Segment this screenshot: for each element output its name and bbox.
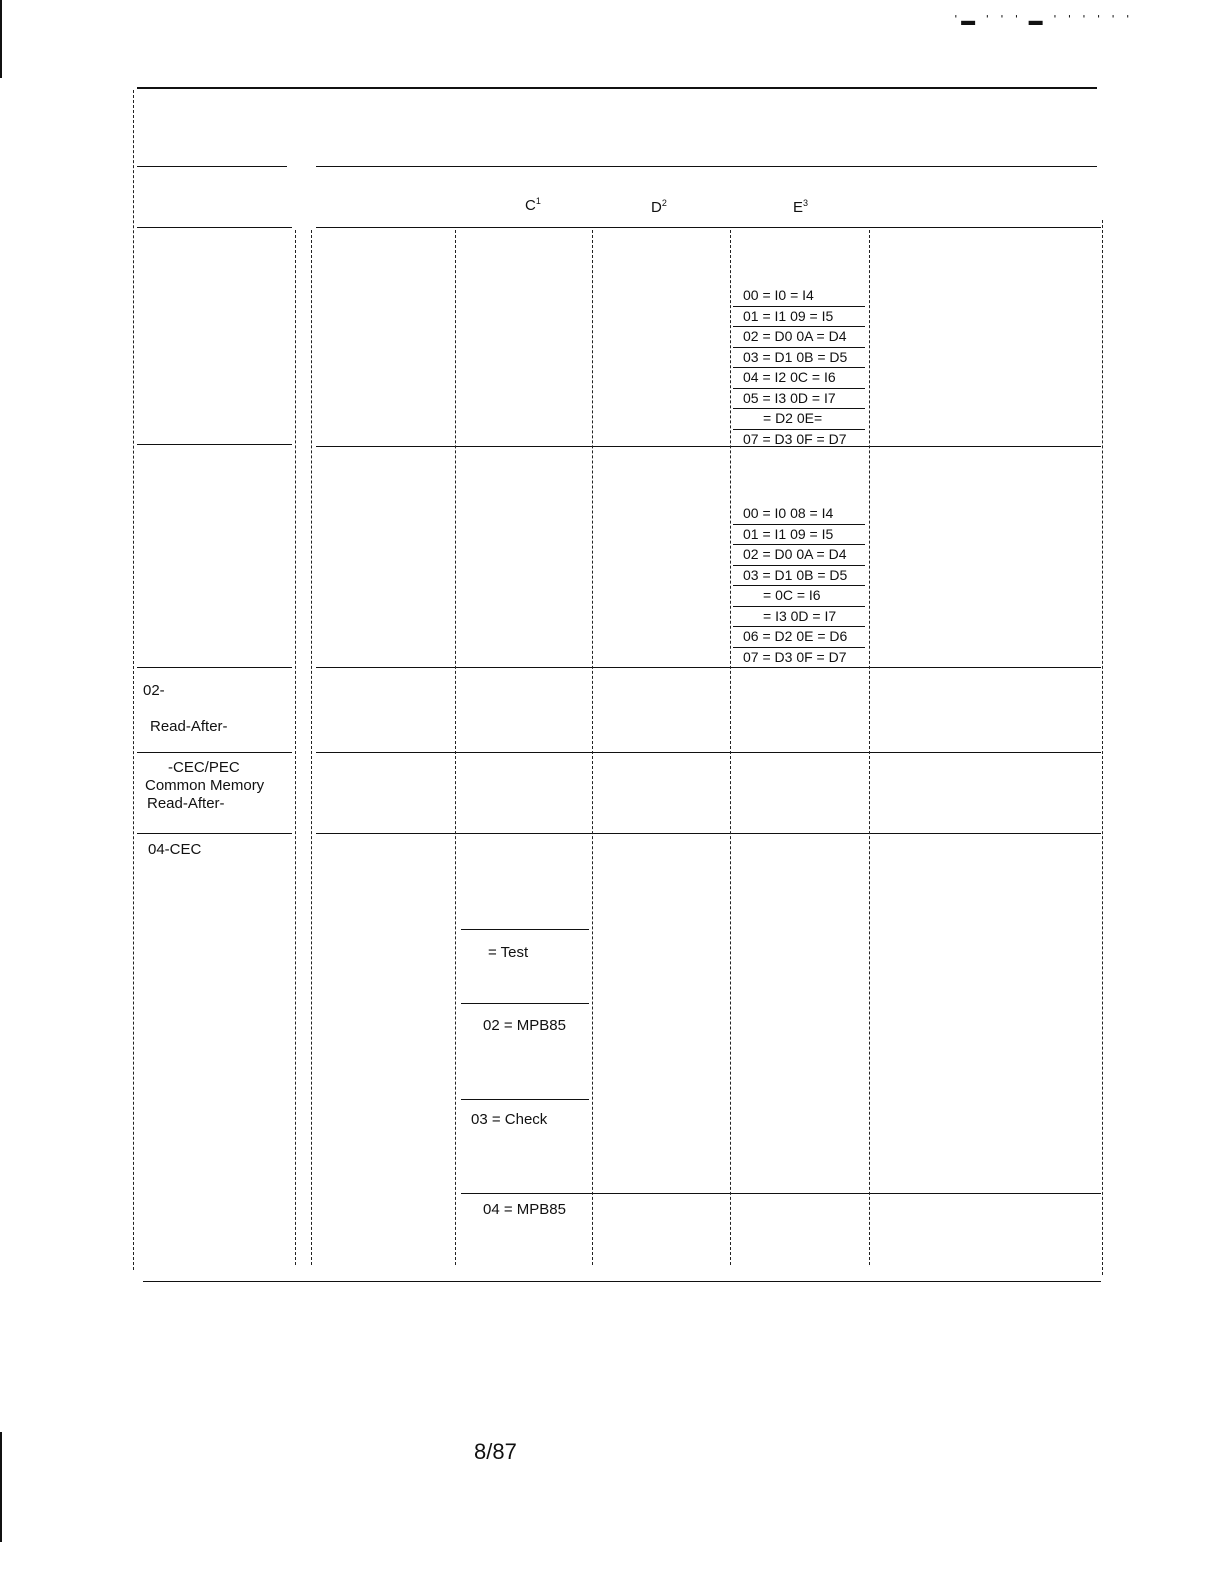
row5-code-mpb85-04: 04 = MPB85 [483,1201,566,1218]
map-line: 01 = I1 09 = I5 [733,307,865,328]
table-right-border [1102,220,1103,1275]
col-d-divider [730,230,731,1265]
row4-rule-right [316,833,1101,834]
map-line: 04 = I2 0C = I6 [733,368,865,389]
col-c-divider [592,230,593,1265]
row1-rule-right [316,446,1101,447]
column-header-d: $D^2$ [651,198,667,216]
table-bottom-rule [143,1281,1101,1282]
row1-rule-left [137,444,292,445]
column-header-rule-right [316,227,1101,228]
map-line: 07 = D3 0F = D7 [743,648,847,665]
row2-address-map [733,504,865,667]
row5-label-code: 04-CEC [148,841,202,858]
col-b-divider [455,230,456,1265]
table-top-rule [137,87,1097,89]
column-header-rule-left [137,227,292,228]
left-edge-mark-bottom [0,1432,2,1542]
row4-label-desc: Read-After- [147,795,225,812]
map-line: = D2 0E= [733,409,865,430]
row5-code-mpb85-02: 02 = MPB85 [483,1017,566,1034]
subrow-rule-3 [461,1099,589,1100]
column-header-c: $C^1$ [525,196,541,214]
map-line: 03 = D1 0B = D5 [733,348,865,369]
row2-rule-left [137,667,292,668]
map-line: 03 = D1 0B = D5 [733,566,865,587]
subrow-rule-2 [461,1003,589,1004]
row2-rule-right [316,667,1101,668]
scan-artifact-text: ˈ▬ ˈ ˈ ˈ ▬ ˈ ˈ ˈ ˈ ˈ ˈ [953,12,1133,28]
left-edge-mark-top [0,0,2,78]
map-line: 05 = I3 0D = I7 [733,389,865,410]
map-line: 02 = D0 0A = D4 [733,545,865,566]
row1-address-map [733,286,865,449]
row3-label-desc: Read-After- [150,718,228,735]
row4-label-code: -CEC/PEC [168,759,240,776]
header-rule-left [137,166,287,167]
map-line: = I3 0D = I7 [733,607,865,628]
map-line: 00 = I0 = I4 [733,286,865,307]
subrow-rule-4 [461,1193,1101,1194]
label-col-divider-a [295,230,296,1265]
map-line: 00 = I0 08 = I4 [733,504,865,525]
label-col-divider-b [311,230,312,1265]
table-left-border [133,90,134,1270]
row4-label-memory: Common Memory [145,777,265,794]
map-line: 07 = D3 0F = D7 [743,430,847,447]
map-line: = 0C = I6 [733,586,865,607]
map-line: 02 = D0 0A = D4 [733,327,865,348]
subrow-rule-1 [461,929,589,930]
page-number: 8/87 [474,1439,517,1464]
row3-rule-right [316,752,1101,753]
map-line: 06 = D2 0E = D6 [733,627,865,648]
row5-code-test: = Test [488,944,529,961]
col-e-divider [869,230,870,1265]
map-line: 01 = I1 09 = I5 [733,525,865,546]
header-rule-right [316,166,1097,167]
row3-rule-left [137,752,292,753]
row4-rule-left [137,833,292,834]
row3-label-code: 02- [143,682,165,699]
row5-code-check: 03 = Check [471,1111,548,1128]
column-header-e: $E^3$ [793,198,809,216]
